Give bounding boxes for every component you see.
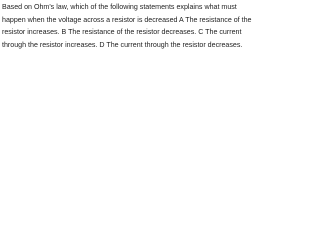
- question-card: [0, 0, 262, 69]
- question-text: Based on Ohm's law, which of the following statements explains what must happen when the voltage across a resistor is decreased A The resistance of the resistor increases. B The resistance of the resistor decreases. C The current through the resistor increases. D The current through the resistor decreases.: [2, 3, 252, 49]
